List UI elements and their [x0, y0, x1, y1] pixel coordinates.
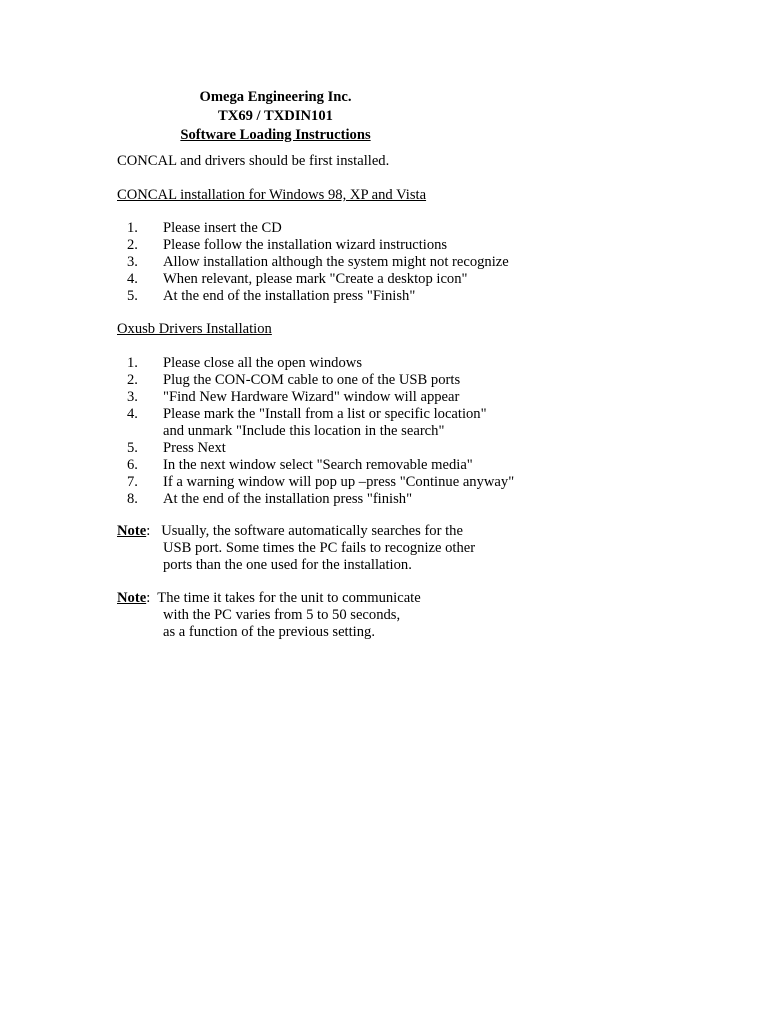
step-text: Please follow the installation wizard instructions [163, 237, 448, 253]
note-separator: : [146, 523, 162, 539]
step-text: If a warning window will pop up –press "Continue anyway" [163, 474, 515, 490]
step-number: 4. [127, 406, 138, 422]
note-label: Note [117, 590, 147, 606]
step-text: In the next window select "Search removable media" [163, 457, 473, 473]
note-usb-detection [117, 523, 475, 574]
step-text: "Find New Hardware Wizard" window will appear [163, 389, 460, 405]
list-item [127, 406, 514, 440]
step-text: Please insert the CD [163, 220, 282, 236]
list-item [127, 372, 514, 389]
step-number: 6. [127, 457, 138, 473]
step-number: 1. [127, 220, 138, 236]
step-number: 8. [127, 491, 138, 507]
step-number: 2. [127, 237, 138, 253]
document-title: Software Loading Instructions [180, 127, 371, 143]
note-separator: : [146, 590, 158, 606]
note-text-continued: ports than the one used for the installation. [163, 557, 412, 573]
step-text: At the end of the installation press "finish" [163, 491, 413, 507]
list-item [127, 440, 514, 457]
document-header [0, 88, 551, 145]
step-number: 5. [127, 288, 138, 304]
note-text-continued: with the PC varies from 5 to 50 seconds, [163, 607, 401, 623]
step-text: At the end of the installation press "Finish" [163, 288, 416, 304]
note-text-continued: USB port. Some times the PC fails to recognize other [163, 540, 476, 556]
step-number: 3. [127, 389, 138, 405]
list-item [127, 474, 514, 491]
list-item [127, 237, 509, 254]
oxusb-steps-list [127, 355, 514, 508]
note-first-line [117, 590, 421, 606]
step-text-continued: and unmark "Include this location in the search" [163, 423, 445, 439]
list-item [127, 457, 514, 474]
list-item [127, 389, 514, 406]
list-item [127, 271, 509, 288]
step-text: Please mark the "Install from a list or specific location" [163, 406, 487, 422]
step-text: Plug the CON-COM cable to one of the USB ports [163, 372, 461, 388]
note-text: Usually, the software automatically searches for the [161, 523, 463, 539]
note-label: Note [117, 523, 147, 539]
step-text: Please close all the open windows [163, 355, 362, 371]
step-text: Press Next [163, 440, 226, 456]
list-item [127, 220, 509, 237]
oxusb-section-title: Oxusb Drivers Installation [117, 321, 272, 337]
concal-section-title: CONCAL installation for Windows 98, XP and Vista [117, 187, 427, 203]
step-number: 3. [127, 254, 138, 270]
step-text: When relevant, please mark "Create a desktop icon" [163, 271, 468, 287]
note-text: The time it takes for the unit to communicate [157, 590, 421, 606]
step-number: 1. [127, 355, 138, 371]
step-number: 7. [127, 474, 138, 490]
concal-steps-list [127, 220, 509, 305]
note-text-continued: as a function of the previous setting. [163, 624, 375, 640]
company-name: Omega Engineering Inc. [199, 89, 352, 105]
list-item [127, 355, 514, 372]
note-first-line [117, 523, 463, 539]
list-item [127, 254, 509, 271]
step-number: 5. [127, 440, 138, 456]
step-number: 2. [127, 372, 138, 388]
step-text: Allow installation although the system might not recognize [163, 254, 509, 270]
model-number: TX69 / TXDIN101 [218, 108, 333, 124]
list-item [127, 491, 514, 508]
intro-paragraph: CONCAL and drivers should be first installed. [117, 153, 390, 169]
step-number: 4. [127, 271, 138, 287]
list-item [127, 288, 509, 305]
note-communication-time [117, 590, 421, 641]
